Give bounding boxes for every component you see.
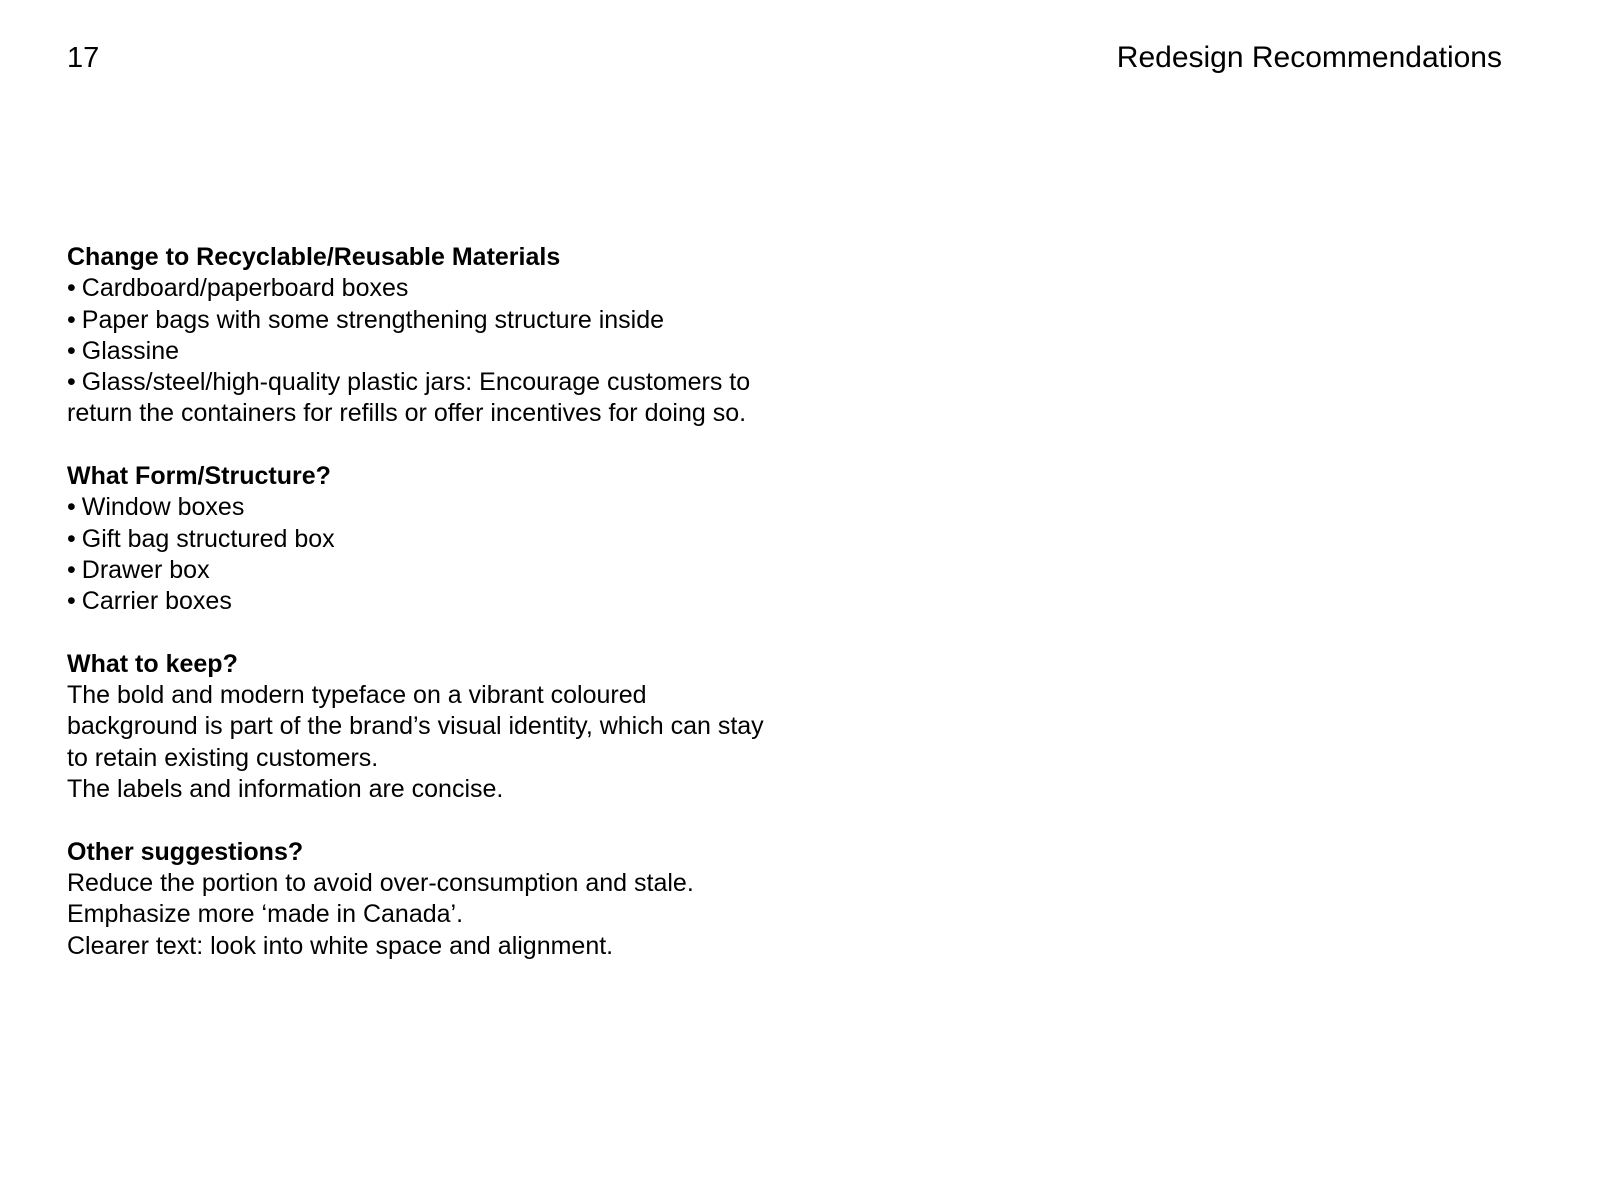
bullet-icon: • bbox=[67, 587, 76, 616]
list-item-text: Gift bag structured box bbox=[81, 524, 335, 553]
paragraph-line: Emphasize more ‘made in Canada’. bbox=[67, 900, 464, 929]
paragraph-line: Clearer text: look into white space and alignment. bbox=[67, 931, 614, 960]
list-item-text: Carrier boxes bbox=[81, 587, 232, 616]
bullet-icon: • bbox=[67, 368, 76, 397]
list-item bbox=[67, 555, 827, 586]
list-item bbox=[67, 524, 827, 555]
bullet-icon: • bbox=[67, 305, 76, 334]
section-heading: What to keep? bbox=[67, 649, 238, 678]
bullet-icon: • bbox=[67, 274, 76, 303]
list-item-text: Paper bags with some strengthening structure inside bbox=[81, 305, 665, 334]
list-item bbox=[67, 336, 827, 367]
section-other-suggestions bbox=[67, 837, 827, 962]
list-item bbox=[67, 586, 827, 617]
paragraph-line: to retain existing customers. bbox=[67, 743, 379, 772]
section-what-to-keep bbox=[67, 649, 827, 805]
list-item-text: Drawer box bbox=[81, 555, 210, 584]
section-heading: Change to Recyclable/Reusable Materials bbox=[67, 243, 561, 271]
page-number: 17 bbox=[67, 42, 100, 74]
list-item-text: Glass/steel/high-quality plastic jars: Encourage customers to return the containers for refills or offer incentives for doing so. bbox=[67, 368, 751, 428]
list-item bbox=[67, 273, 827, 304]
section-materials bbox=[67, 242, 827, 430]
bullet-icon: • bbox=[67, 524, 76, 553]
list-item-text: Glassine bbox=[81, 336, 180, 365]
page-section-title: Redesign Recommendations bbox=[1116, 41, 1502, 74]
main-content bbox=[67, 242, 827, 962]
section-heading: Other suggestions? bbox=[67, 837, 304, 866]
list-item bbox=[67, 305, 827, 336]
paragraph-line: The bold and modern typeface on a vibrant coloured bbox=[67, 681, 647, 710]
list-item bbox=[67, 492, 827, 523]
paragraph-line: Reduce the portion to avoid over-consumption and stale. bbox=[67, 868, 694, 897]
bullet-icon: • bbox=[67, 493, 76, 522]
bullet-icon: • bbox=[67, 336, 76, 365]
section-heading: What Form/Structure? bbox=[67, 462, 331, 491]
section-form-structure bbox=[67, 461, 827, 617]
bullet-icon: • bbox=[67, 555, 76, 584]
paragraph-line: The labels and information are concise. bbox=[67, 775, 504, 804]
list-item-text: Window boxes bbox=[81, 493, 245, 522]
list-item bbox=[67, 367, 787, 430]
paragraph-line: background is part of the brand’s visual identity, which can stay bbox=[67, 712, 764, 741]
list-item-text: Cardboard/paperboard boxes bbox=[81, 274, 409, 303]
